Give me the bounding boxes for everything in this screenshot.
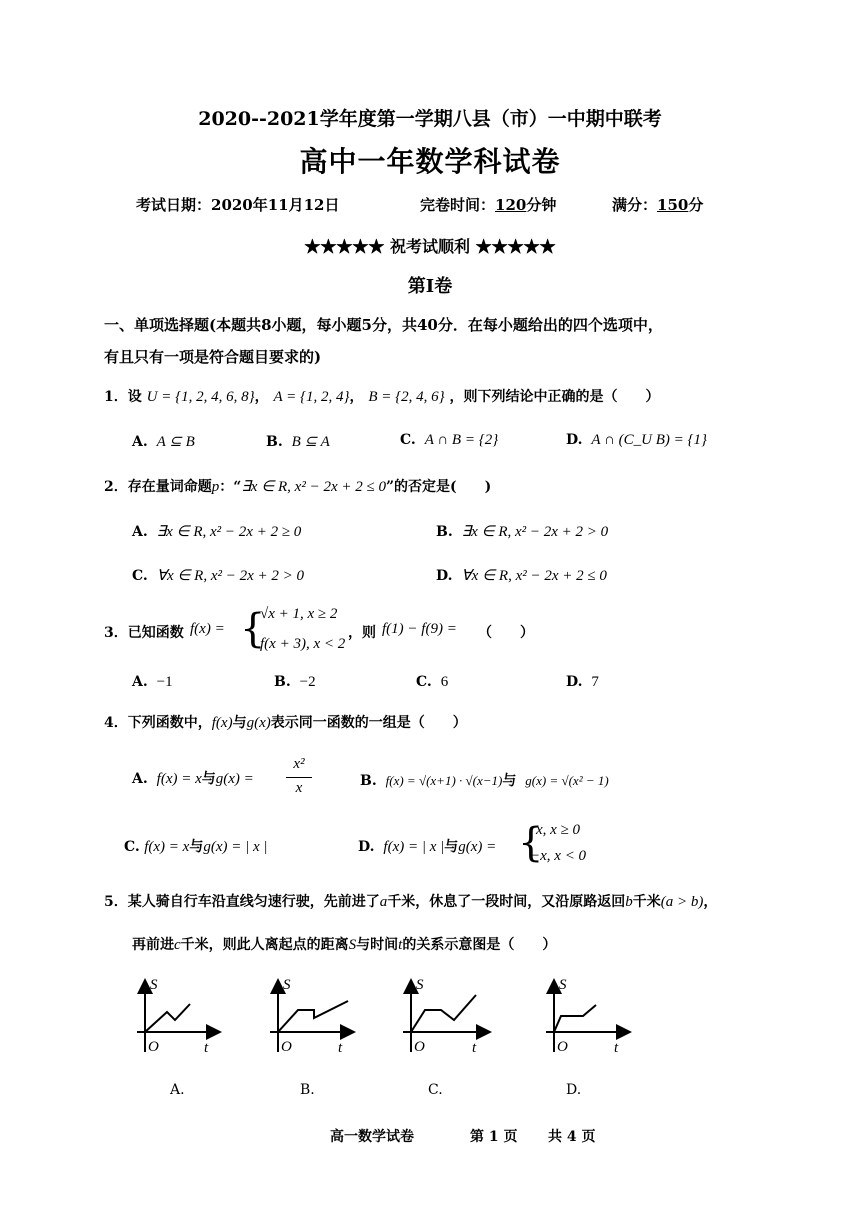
q2-p: p	[211, 479, 220, 495]
q1-option-d: D. A ∩ (C_U B) = {1}	[566, 432, 708, 448]
section-instructions-line1: 一、单项选择题(本题共8小题，每小题5分，共40分．在每小题给出的四个选项中，	[104, 316, 663, 334]
q3-suffix: （ ）	[478, 625, 534, 641]
question-4	[104, 712, 467, 732]
section-instructions-line2: 有且只有一项是符合题目要求的)	[104, 348, 322, 366]
q4-and: 与	[232, 715, 247, 731]
question-5-line1: 5．某人骑自行车沿直线匀速行驶，先前进了a千米，休息了一段时间，又沿原路返回b千米(a > b)，	[104, 894, 718, 910]
q2-prefix: 2．存在量词命题	[104, 479, 212, 495]
score-value: 150	[657, 196, 689, 214]
graph-b-origin: O	[281, 1039, 292, 1055]
graph-c-y-label: S	[416, 977, 424, 993]
q4-prefix: 4．下列函数中，	[104, 715, 212, 731]
exam-header-line: 2020--2021学年度第一学期八县（市）一中期中联考	[198, 108, 662, 130]
question-2	[104, 476, 491, 496]
q1-option-a: A. A ⊆ B	[132, 434, 195, 450]
q3-option-c: C. 6	[416, 674, 449, 690]
q1-set-b: B = {2, 4, 6}	[368, 389, 445, 405]
q3-option-d: D. 7	[566, 674, 599, 690]
duration-label: 完卷时间：	[420, 196, 496, 214]
q4-d-case-1: x, x ≥ 0	[536, 822, 581, 838]
q1-set-a: A = {1, 2, 4}	[273, 389, 350, 405]
graph-d-origin: O	[557, 1039, 568, 1055]
q3-case-1: √x + 1, x ≥ 2	[260, 606, 338, 622]
graph-a	[137, 977, 218, 1056]
q3-option-a: A. −1	[132, 674, 173, 690]
q4-d-brace: {	[518, 820, 544, 866]
q1-option-c: C. A ∩ B = {2}	[400, 432, 499, 448]
graph-label-d: D.	[566, 1082, 582, 1098]
score-unit: 分	[688, 196, 704, 214]
q4-option-c: C. f(x) = x与g(x) = | x |	[124, 839, 268, 855]
score-label: 满分：	[612, 196, 658, 214]
exam-date: 考试日期：2020年11月12日	[136, 196, 340, 214]
graph-d	[546, 977, 628, 1056]
exam-title-text: 高中一年数学科试卷	[299, 145, 561, 178]
q3-case-2: f(x + 3), x < 2	[260, 636, 346, 652]
q4-suffix: 表示同一函数的一组是（ ）	[270, 715, 467, 731]
footer-page-number: 第 1 页	[470, 1129, 518, 1145]
footer-total-pages: 共 4 页	[548, 1129, 596, 1145]
duration-value: 120	[495, 196, 527, 214]
q3-option-b: B. −2	[274, 674, 316, 690]
q1-prefix: 1．设	[104, 389, 142, 405]
q2-option-b: B. ∃x ∈ R, x² − 2x + 2 > 0	[436, 524, 609, 540]
good-luck-banner: ★★★★★ 祝考试顺利 ★★★★★	[304, 237, 556, 256]
q2-option-d: D. ∀x ∈ R, x² − 2x + 2 ≤ 0	[436, 568, 607, 584]
footer-subject: 高一数学试卷	[330, 1129, 414, 1145]
question-1: 1．设 U = {1, 2, 4, 6, 8}， A = {1, 2, 4}， B = {2, 4, 6} ，则下列结论中正确的是（ ）	[104, 389, 660, 405]
q5-graphs	[0, 960, 860, 1100]
q2-formula: ∃x ∈ R, x² − 2x + 2 ≤ 0	[241, 479, 386, 495]
graph-b	[270, 977, 352, 1056]
graph-label-a: A.	[170, 1082, 185, 1098]
q3-mid: ，则	[348, 625, 376, 641]
graph-a-y-label: S	[150, 977, 158, 993]
duration-unit: 分钟	[526, 196, 557, 214]
q3-expression: f(1) − f(9) =	[382, 621, 457, 637]
q2-option-c: C. ∀x ∈ R, x² − 2x + 2 > 0	[132, 568, 305, 584]
q4-d-case-2: −x, x < 0	[530, 848, 587, 864]
q3-function-name: f(x) =	[190, 621, 225, 637]
q1-option-b: B. B ⊆ A	[266, 434, 330, 450]
q1-set-u: U = {1, 2, 4, 6, 8}	[146, 389, 255, 405]
q4-option-b: B. f(x) = √(x+1) · √(x−1)与 g(x) = √(x² − 1)	[360, 773, 609, 789]
q2-colon: ：“	[219, 479, 242, 495]
question-3-prefix: 3．已知函数	[104, 625, 184, 641]
graph-c-origin: O	[414, 1039, 425, 1055]
q2-option-a: A. ∃x ∈ R, x² − 2x + 2 ≥ 0	[132, 524, 302, 540]
graph-a-origin: O	[148, 1039, 159, 1055]
exam-duration	[420, 194, 556, 215]
graph-c-x-label: t	[472, 1040, 477, 1056]
q4-a-numerator: x²	[293, 756, 305, 772]
q4-f: f(x)	[211, 715, 233, 731]
q2-suffix: ”的否定是( )	[385, 479, 492, 495]
exam-title	[0, 140, 860, 180]
volume-heading: 第Ⅰ卷	[407, 276, 453, 297]
q4-a-fraction-bar	[286, 777, 312, 778]
graph-label-b: B.	[300, 1082, 315, 1098]
graph-a-x-label: t	[204, 1040, 209, 1056]
graph-b-y-label: S	[283, 977, 291, 993]
graph-label-c: C.	[428, 1082, 443, 1098]
q1-suffix: ，则下列结论中正确的是（ ）	[449, 389, 660, 405]
graph-d-x-label: t	[614, 1040, 619, 1056]
q4-option-a: A. f(x) = x与g(x) =	[132, 771, 254, 787]
graph-b-x-label: t	[338, 1040, 343, 1056]
exam-full-score	[612, 194, 703, 215]
question-5-line2: 再前进c千米，则此人离起点的距离S与时间t的关系示意图是（ ）	[132, 937, 557, 953]
graph-d-y-label: S	[559, 977, 567, 993]
q4-option-d: D. f(x) = | x |与g(x) =	[358, 839, 497, 855]
graph-c	[403, 977, 488, 1056]
q3-brace: {	[240, 606, 266, 652]
q4-a-denominator: x	[295, 780, 303, 796]
q4-g: g(x)	[246, 715, 271, 731]
